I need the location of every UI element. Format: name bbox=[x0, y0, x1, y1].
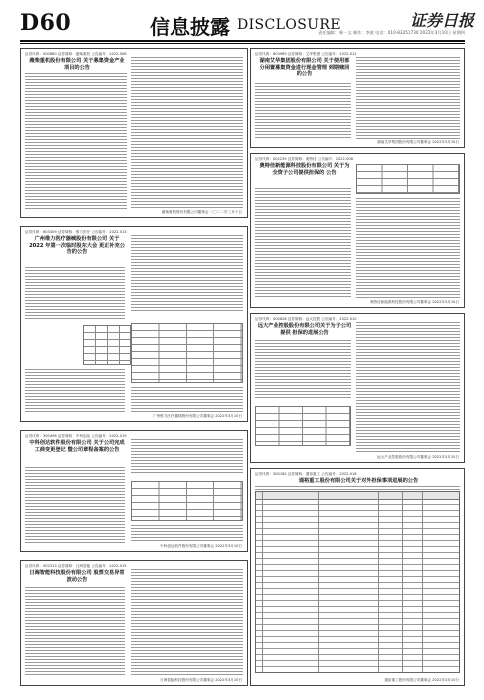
notice-left-3 bbox=[20, 430, 248, 552]
notice-code: 证券代码：002239 证券简称：奥特佳 公告编号：2022-008 bbox=[255, 157, 353, 161]
notice-table-2 bbox=[131, 323, 243, 383]
notice-body-left bbox=[25, 587, 125, 677]
notice-right-3 bbox=[250, 313, 465, 463]
notice-body-right-2 bbox=[131, 387, 243, 413]
notice-title: 湖南艾华集团股份有限公司 关于使用部分闲置募集资金进行现金管理 到期赎回的公告 bbox=[259, 58, 350, 77]
notice-body-right bbox=[131, 569, 243, 677]
notice-body-left bbox=[255, 340, 351, 400]
notice-title: 潍柴重机股份有限公司 关于募集资金产业项目的公告 bbox=[29, 58, 125, 71]
notice-body-right bbox=[356, 57, 460, 139]
table-col-divider bbox=[262, 492, 263, 672]
notice-code: 证券代码：000626 证券简称：远大控股 公告编号：2022-010 bbox=[255, 317, 357, 321]
section-title: 信息披露 bbox=[150, 15, 230, 39]
notice-intro bbox=[255, 486, 460, 490]
notice-right-2 bbox=[250, 153, 465, 308]
notice-signer: 潍柴重机股份有限公司董事会 二〇二二年三月十日 bbox=[161, 210, 242, 214]
notice-body-left bbox=[255, 188, 351, 299]
notice-body-left bbox=[255, 83, 351, 139]
guarantee-table bbox=[255, 491, 460, 673]
notice-body-left bbox=[25, 467, 125, 543]
notice-code: 证券代码：300496 证券简称：中科创达 公告编号：2022-019 bbox=[25, 434, 127, 438]
notice-signer: 日海智能科技股份有限公司董事会 2022年3月10日 bbox=[160, 678, 242, 682]
notice-code: 证券代码：000880 证券简称：潍柴重机 公告编号：2022-006 bbox=[25, 52, 127, 56]
notice-code: 证券代码：603989 证券简称：艾华集团 公告编号：2022-012 bbox=[255, 52, 357, 56]
table-col-divider bbox=[378, 492, 379, 672]
notice-table bbox=[83, 325, 131, 365]
masthead-rule bbox=[20, 40, 465, 42]
notice-left-2 bbox=[20, 226, 248, 422]
notice-table bbox=[356, 164, 460, 194]
table-col-divider bbox=[402, 492, 403, 672]
notice-code: 证券代码：300185 证券简称：通裕重工 公告编号：2022-018 bbox=[255, 472, 357, 476]
notice-body-right bbox=[356, 198, 460, 299]
notice-signer: 通裕重工股份有限公司董事会 2022年3月10日 bbox=[384, 678, 459, 682]
notice-right-4 bbox=[250, 468, 465, 686]
notice-signer: 远大产业控股股份有限公司董事会 2022年3月10日 bbox=[377, 455, 459, 459]
notice-code: 证券代码：002313 证券简称：日海智能 公告编号：2022-015 bbox=[25, 564, 127, 568]
section-title-en: DISCLOSURE bbox=[237, 17, 341, 33]
notice-title: 日海智能科技股份有限公司 股票交易异常波动公告 bbox=[29, 570, 125, 583]
notice-signer: 湖南艾华集团股份有限公司董事会 2022年3月10日 bbox=[377, 140, 459, 144]
notice-title: 奥特佳新能源科技股份有限公司 关于为全资子公司提供担保的 公告 bbox=[259, 163, 350, 176]
notice-body-right bbox=[131, 57, 243, 209]
masthead bbox=[0, 0, 484, 44]
notice-signer: 中科创达软件股份有限公司董事会 2022年3月10日 bbox=[160, 544, 242, 548]
notice-body-right bbox=[356, 322, 460, 454]
notice-title: 中科创达软件股份有限公司 关于公司完成工商变更登记 暨公司章程备案的公告 bbox=[29, 440, 125, 453]
notice-title: 广州维力医疗器械股份有限公司 关于 2022 年第一次临时股东大会 更正补充公告的公告 bbox=[29, 236, 125, 255]
notice-body-right bbox=[131, 235, 243, 311]
notice-left-4 bbox=[20, 560, 248, 686]
notice-body-left bbox=[25, 267, 125, 321]
table-col-divider bbox=[318, 492, 319, 672]
page-number: D60 bbox=[20, 10, 72, 36]
notice-signer: 广州维力医疗器械股份有限公司董事会 2022年3月10日 bbox=[152, 414, 242, 418]
notice-body-left-2 bbox=[25, 369, 125, 413]
notice-table bbox=[255, 406, 351, 446]
issue-meta: 责任编辑：韩一文 制作：李波 电话：010-83251730 2022年3月10日 星期四 bbox=[318, 30, 465, 35]
masthead-rule-thin bbox=[20, 43, 465, 44]
newspaper-logo: 证券日报 bbox=[410, 11, 475, 30]
notice-title: 远大产业控股股份有限公司关于为子公司提供 担保的进展公告 bbox=[257, 323, 352, 336]
table-col-divider bbox=[422, 492, 423, 672]
notice-body-right-2 bbox=[131, 525, 243, 543]
notice-signer: 奥特佳新能源科技股份有限公司董事会 2022年3月10日 bbox=[369, 300, 459, 304]
notice-body-left bbox=[25, 73, 127, 209]
notice-right-1 bbox=[250, 48, 465, 148]
notice-title: 通裕重工股份有限公司关于对外担保事项进展的公告 bbox=[298, 478, 419, 484]
notice-code: 证券代码：603309 证券简称：维力医疗 公告编号：2022-013 bbox=[25, 230, 127, 234]
notice-body-right bbox=[131, 439, 243, 475]
notice-left-1 bbox=[20, 48, 248, 218]
notice-table bbox=[131, 481, 243, 521]
table-rows bbox=[256, 499, 459, 672]
